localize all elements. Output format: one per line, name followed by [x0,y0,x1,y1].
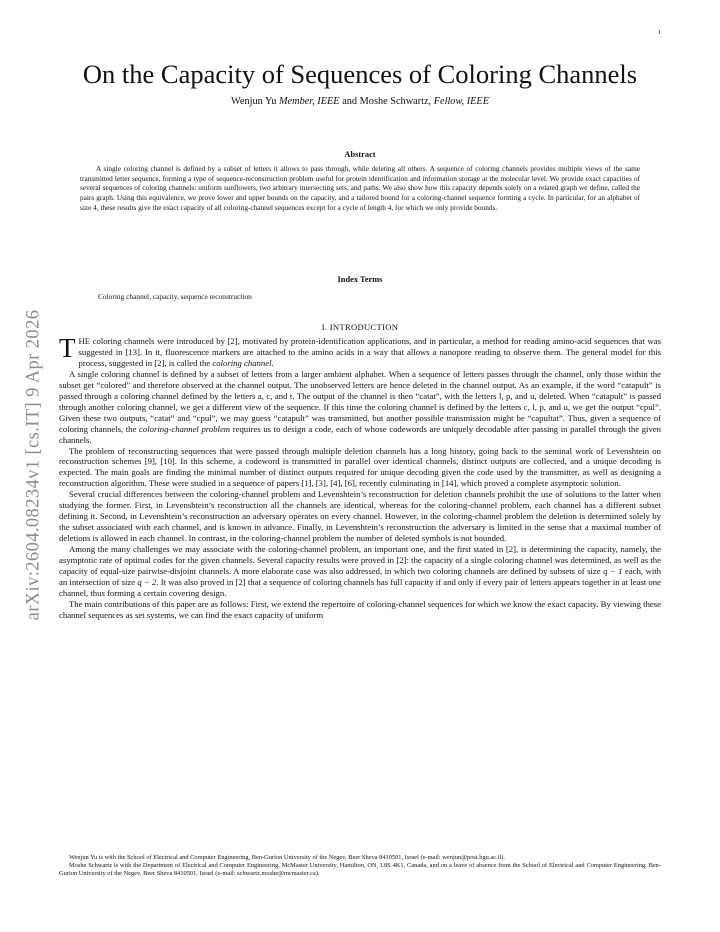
section-heading: I. INTRODUCTION [321,322,399,332]
paragraph-2-text: A single coloring channel is defined by a subset of letters from a larger ambient alphabet. When a sequence of letters passes through the channel, only those within the subset get “colored” and therefore observed at the channel output. The unobserved letters are hence deleted in the channel output. As an example, if the word “catapult” is passed through a coloring channel defined by the letters a, c, and t. The output of the channel is then “catat”, with the letters l, p, and u, deleted. When “catapult” is passed through another coloring channel, we get a different view of the sequence. If this time the coloring channel is defined by the letters c, l, p, and u, we get the output “cpul”. Given these two outputs, “catat” and “cpul”, we may guess “catapult” was transmitted, but another possible transmission might be “capultat”. Thus, given a sequence of coloring channels, the [59,368,661,434]
abstract-heading: Abstract [344,150,376,159]
author-conjunction: and [342,96,358,107]
author-1: Wenjun Yu [231,96,277,107]
author-2-title: Fellow, IEEE [433,96,489,107]
footnote-2: Moshe Schwartz is with the Department of Electrical and Computer Engineering, McMaster University, Hamilton, ON, L8S 4K1, Canada, and on a leave of absence from the School of Electrical and Computer Engineering, Ben-Gurion University of the Negev, Beer Sheva 8410501, Israel (e-mail: schwartz.moshe@mcmaster.ca). [59,862,661,878]
paragraph-1-end: . [271,357,274,368]
paragraph-5-end: . It was also proved in [2] that a sequence of coloring channels has full capacity if and only if every pair of letters appears together in at least one channel, thus forming a certain covering design. [59,576,661,598]
arxiv-stamp-text: arXiv:2604.08234v1 [cs.IT] 9 Apr 2026 [23,309,44,621]
paragraph-2-end: requires us to design a code, each of whose codewords are uniquely decodable after passing in parallel through the given channels. [59,423,661,445]
author-1-title: Member, IEEE [278,96,340,107]
footnote-1: Wenjun Yu is with the School of Electrical and Computer Engineering, Ben-Gurion University of the Negev, Beer Sheva 8410501, Israel (e-mail: wenjun@post.bgu.ac.il). [69,854,505,861]
math-q-minus-2: q − 2 [137,576,157,587]
dropcap: T [59,333,76,363]
paper-title: On the Capacity of Sequences of Coloring Channels [82,59,638,89]
paragraph-1-text: HE coloring channels were introduced by [2], motivated by protein-identification applications, and in particular, a method for reading amino-acid sequences that was suggested in [13]. In it, fluorescence markers are attached to the amino acids in a way that allows a nanopore reading to observe them. The general model for this process, suggested in [2], is called the [78,336,661,368]
paragraph-2 [59,369,661,446]
author-2: Moshe Schwartz, [359,96,432,107]
paragraph-5-text: Among the many challenges we may associate with the coloring-channel problem, an important one, and the first stated in [2], is determining the capacity, namely, the asymptotic rate of optimal codes for the given channels. Several capacity results were proved in [2]: the capacity of a single coloring channel was determined, as well as the capacity of equal-size pairwise-disjoint channels. A more elaborate case was also addressed, in which two coloring channels are defined by subsets of size [59,544,661,577]
paragraph-6: The main contributions of this paper are as follows: First, we extend the repertoire of coloring-channel sequences for which we know the exact capacity. By viewing these channel sequences as set systems, we can find the exact capacity of uniform [59,598,661,620]
emphasis-coloring-channel-problem: coloring-channel problem [139,423,231,434]
paragraph-3: The problem of reconstructing sequences that were passed through multiple deletion channels has a long history, going back to the seminal work of Levenshtein on reconstruction schemes [9], [10]. In this scheme, a codeword is transmitted in parallel over identical channels, distinct outputs are collected, and a unique decoding is expected. The main goals are finding the minimal number of distinct outputs required for unique decoding given the code used by the transmitter, as well as designing a reconstruction algorithm. These were studied in a sequence of papers [1], [3], [4], [6], recently culminating in [14], which proved a complete asymptotic solution. [59,445,661,489]
paragraph-5 [59,544,661,599]
emphasis-coloring-channel: coloring channel [212,357,272,368]
math-q-minus-1: q − 1 [603,566,623,577]
body-text [59,333,661,621]
index-terms-text: Coloring channel, capacity, sequence reconstruction [98,292,252,301]
paragraph-4: Several crucial differences between the coloring-channel problem and Levenshtein’s reconstruction for deletion channels prohibit the use of solutions to the latter when studying the former. First, in Levenshtein’s reconstruction all the channels are identical, whereas for the coloring-channel problem, each channel has a different subset defining it. Second, in Levenshtein’s reconstruction an adversary operates on every channel. However, in the coloring-channel problem the deletion is determined solely by the subset associated with each channel, and is known in advance. Finally, in Levenshtein’s reconstruction the adversary is limited in the sense that a maximal number of deletions is allowed in each channel. In contrast, in the coloring-channel problem the number of deleted symbols is not bounded. [59,489,661,544]
abstract-text: A single coloring channel is defined by a subset of letters it allows to pass through, while deleting all others. A sequence of coloring channels provides multiple views of the same transmitted letter sequence, forming a type of sequence-reconstruction problem useful for protein identification and information storage at the molecular level. We provide exact capacities of several sequences of coloring channels: uniform sunflowers, two arbitrary intersecting sets, and paths. We also show how this capacity depends solely on a related graph we define, called the pairs graph. Using this equivalence, we prove lower and upper bounds on the capacity, and a tailored bound for a coloring-channel sequence forming a cycle. In particular, for an alphabet of size 4, these results give the exact capacity of all coloring-channel sequences except for a cycle of length 4, for which we only provide bounds. [80,164,640,212]
paragraph-5-mid: each, with an intersection of size [59,566,661,587]
index-terms-heading: Index Terms [337,275,383,284]
author-line [0,96,720,107]
paragraph-1 [59,333,661,369]
page-number: 1 [658,30,661,36]
footnotes [59,854,661,878]
